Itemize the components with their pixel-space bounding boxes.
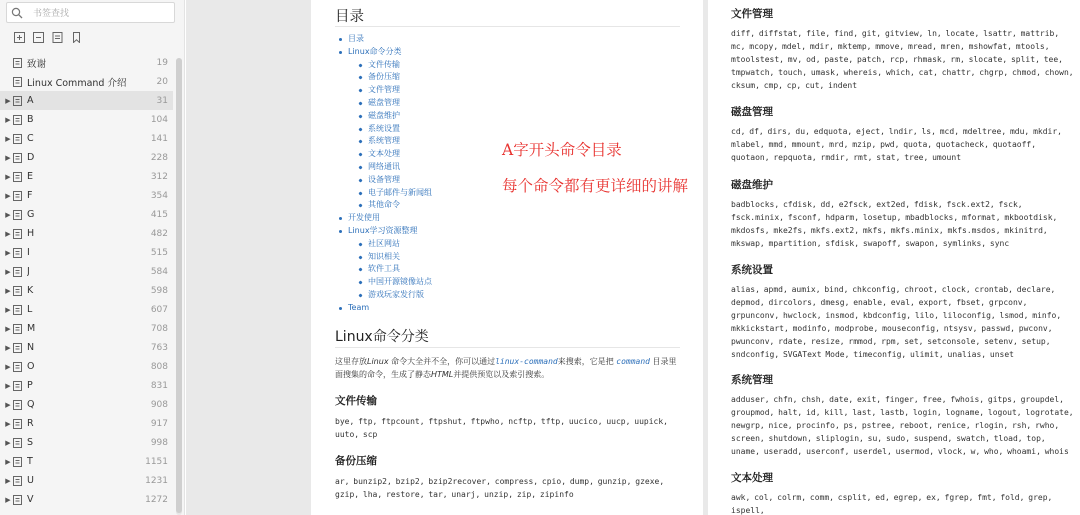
category-heading: Linux命令分类 [335,329,429,345]
category-divider [335,347,680,348]
bookmark-label: R [27,418,34,429]
expand-caret-icon[interactable]: ▶ [5,210,11,219]
bookmark-page-icon [13,400,22,410]
expand-caret-icon[interactable]: ▶ [5,115,11,124]
expand-caret-icon[interactable]: ▶ [5,362,11,371]
expand-all-icon[interactable] [10,31,29,44]
expand-caret-icon[interactable]: ▶ [5,495,11,504]
toc-link-item [337,84,432,97]
bookmark-page-icon [13,210,22,220]
bookmark-page-icon [13,248,22,258]
bookmark-page-number: 831 [150,380,168,391]
toc-link[interactable]: 设备管理 [368,174,400,184]
bookmark-item[interactable] [0,186,173,205]
toc-link[interactable]: Linux学习资源整理 [348,225,418,235]
bookmark-page-number: 1231 [145,475,168,486]
bookmark-label: J [27,266,30,277]
bookmark-page-icon [13,381,22,391]
bookmark-page-icon [13,115,22,125]
document-canvas [186,0,1080,515]
bookmark-label: V [27,494,34,505]
bookmark-toolbar [10,31,86,44]
bookmark-item[interactable] [0,471,173,490]
bookmark-item[interactable] [0,91,173,110]
toc-link-item [337,187,432,200]
bookmark-page-icon [13,305,22,315]
section-title: 系统管理 [731,374,773,386]
bookmark-label: C [27,133,34,144]
toc-link[interactable]: 知识相关 [368,251,400,261]
pdf-page-left [311,0,703,515]
sidebar-scrollbar[interactable] [176,58,182,515]
expand-caret-icon[interactable]: ▶ [5,438,11,447]
toc-title: 目录 [335,9,364,25]
bookmark-sidebar [0,0,185,515]
toc-link-item [337,46,432,59]
section-body: badblocks, cfdisk, dd, e2fsck, ext2ed, fdisk, fsck.ext2, fsck, fsck.minix, fsconf, hdparm, losetup, mbadblocks, mformat, mkbootdisk, mkdosfs, mke2fs, mkfs.ext2, mkfs, mkfs.minix, mkfs.msdos, mkinitrd, mkswap, mpartition, sfdisk, swapoff, swapon, symlinks, sync [731,200,1058,248]
section-body: bye, ftp, ftpcount, ftpshut, ftpwho, ncftp, tftp, uucico, uucp, uupick, uuto, scp [335,417,668,439]
toc-link[interactable]: 社区网站 [368,238,400,248]
bookmark-label: S [27,437,34,448]
toc-link[interactable]: 文件传输 [368,59,400,69]
bookmark-page-number: 584 [150,266,168,277]
bookmark-label: D [27,152,35,163]
bookmark-label: L [27,304,33,315]
bookmark-page-number: 708 [150,323,168,334]
bookmark-page-icon [13,96,22,106]
expand-caret-icon[interactable]: ▶ [5,305,11,314]
bookmark-page-icon [13,457,22,467]
expand-caret-icon[interactable]: ▶ [5,381,11,390]
bookmark-page-number: 998 [150,437,168,448]
toc-link-item [337,199,432,212]
bookmark-label: Linux Command 介绍 [27,77,127,89]
expand-caret-icon[interactable]: ▶ [5,172,11,181]
bookmark-item[interactable] [0,433,173,452]
expand-caret-icon[interactable]: ▶ [5,457,11,466]
toc-link-item [337,33,432,46]
toc-link-item [337,174,432,187]
bookmark-page-number: 19 [156,57,168,68]
bookmark-label: P [27,380,33,391]
bookmark-item[interactable] [0,72,173,91]
bookmark-item[interactable] [0,395,173,414]
bookmark-page-icon [13,267,22,277]
toc-link-item [337,123,432,136]
bookmark-label: N [27,342,35,353]
toc-link[interactable]: 其他命令 [368,200,400,210]
bookmark-label: E [27,171,34,182]
bookmark-label: 致谢 [27,58,47,70]
toc-link[interactable]: 系统管理 [368,136,400,146]
bookmark-item[interactable] [0,243,173,262]
bookmark-page-icon [13,286,22,296]
bookmark-page-number: 31 [156,95,168,106]
bookmark-page-icon [13,77,22,87]
bookmark-icon[interactable] [67,31,86,44]
expand-caret-icon[interactable]: ▶ [5,400,11,409]
bookmark-page-number: 354 [150,190,168,201]
bookmark-item[interactable] [0,300,173,319]
toc-link-item [337,59,432,72]
expand-caret-icon[interactable]: ▶ [5,191,11,200]
bookmark-label: U [27,475,34,486]
bookmark-label: B [27,114,34,125]
toc-link-item [337,71,432,84]
bookmark-page-icon [13,495,22,505]
section-title: 磁盘管理 [731,106,773,118]
bookmark-page-icon [13,172,22,182]
bookmark-page-icon [13,134,22,144]
bookmark-page-icon [13,229,22,239]
bookmark-item[interactable] [0,53,173,72]
toc-link[interactable]: 游戏玩家发行版 [368,289,424,299]
toc-link-item [337,302,432,315]
intro-text: 命令大全并不全，你可以通过 [388,357,496,366]
expand-caret-icon[interactable]: ▶ [5,267,11,276]
bookmark-item[interactable] [0,452,173,471]
intro-text: Linux [367,357,389,366]
toc-link-item [337,148,432,161]
bookmark-tree [0,53,173,509]
bookmark-page-number: 312 [150,171,168,182]
bookmark-page-number: 515 [150,247,168,258]
toc-link[interactable]: 文本处理 [368,149,400,159]
bookmark-page-number: 228 [150,152,168,163]
expand-caret-icon[interactable]: ▶ [5,476,11,485]
bookmark-item[interactable] [0,129,173,148]
bookmark-item[interactable] [0,110,173,129]
toc-link[interactable]: Team [348,302,370,312]
expand-caret-icon[interactable]: ▶ [5,343,11,352]
expand-caret-icon[interactable]: ▶ [5,134,11,143]
expand-caret-icon[interactable]: ▶ [5,229,11,238]
scrollbar-thumb[interactable] [176,58,182,513]
bookmark-page-number: 598 [150,285,168,296]
intro-text: 这里存放 [335,357,367,366]
toc-link[interactable]: 电子邮件与新闻组 [368,187,432,197]
linux-command-link[interactable]: linux-command [495,357,558,366]
expand-caret-icon[interactable]: ▶ [5,248,11,257]
toc-link-item [337,263,432,276]
intro-text: 来搜索，它是把 [557,357,617,366]
toc-link[interactable]: 磁盘管理 [368,97,400,107]
expand-caret-icon[interactable]: ▶ [5,153,11,162]
section-body: alias, apmd, aumix, bind, chkconfig, chroot, clock, crontab, declare, depmod, dircolors, dmesg, enable, eval, export, fbset, grpconv, grpunconv, hwclock, insmod, kbdconfig, lilo, liloconfig, lsmod, minfo, mkkickstart, modinfo, modprobe, mouseconfig, ntsysv, passwd, pwconv, pwunconv, rdate, resize, rmmod, rpm, set, setconsole, setenv, setup, sndconfig, SVGAText Mode, timeconfig, ulimit, unalias, unset [731,285,1062,359]
bookmark-page-icon [13,362,22,372]
toc-link[interactable]: 中国开源镜像站点 [368,277,432,287]
toc-link[interactable]: 网络通讯 [368,161,400,171]
bookmark-item[interactable] [0,148,173,167]
title-divider [335,26,680,27]
bookmark-page-number: 607 [150,304,168,315]
toc-link-list [337,33,432,315]
intro-text: 目录里面搜集的命令，生成了静态 [335,357,677,379]
bookmark-label: M [27,323,36,334]
bookmark-item[interactable] [0,338,173,357]
section-body: awk, col, colrm, comm, csplit, ed, egrep, ex, fgrep, fmt, fold, grep, ispell, [731,493,1053,515]
bookmark-search-input[interactable] [6,2,175,23]
section-body: ar, bunzip2, bzip2, bzip2recover, compress, cpio, dump, gunzip, gzexe, gzip, lha, restore, tar, unarj, unzip, zip, zipinfo [335,477,665,499]
bookmark-page-number: 808 [150,361,168,372]
bookmark-label: I [27,247,30,258]
annotation-a-commands: A字开头命令目录 [502,141,622,159]
bookmark-page-number: 1151 [145,456,168,467]
section-title: 文件管理 [731,8,773,20]
toc-link-item [337,276,432,289]
search-icon [11,7,23,19]
bookmark-label: H [27,228,35,239]
bookmark-page-icon [13,191,22,201]
bookmark-item[interactable] [0,224,173,243]
bookmark-item[interactable] [0,319,173,338]
toc-link-item [337,289,432,302]
section-title: 磁盘维护 [731,179,773,191]
bookmark-page-number: 482 [150,228,168,239]
bookmark-page-icon [13,476,22,486]
toc-link[interactable]: 备份压缩 [368,72,400,82]
bookmark-label: F [27,190,33,201]
bookmark-page-number: 908 [150,399,168,410]
expand-caret-icon[interactable]: ▶ [5,324,11,333]
toc-link-item [337,212,432,225]
toc-link[interactable]: Linux命令分类 [348,46,402,56]
bookmark-page-number: 763 [150,342,168,353]
section-title: 文件传输 [335,395,377,407]
bookmark-page-number: 917 [150,418,168,429]
search-placeholder: 书签查找 [33,9,70,19]
bookmark-page-icon [13,343,22,353]
expand-caret-icon[interactable]: ▶ [5,96,11,105]
annotation-detail-note: 每个命令都有更详细的讲解 [502,177,689,195]
bookmark-item[interactable] [0,262,173,281]
toc-link-item [337,225,432,238]
bookmark-page-number: 104 [150,114,168,125]
bookmark-item[interactable] [0,205,173,224]
bookmark-page-icon [13,58,22,68]
section-body: diff, diffstat, file, find, git, gitview, ln, locate, lsattr, mattrib, mc, mcopy, mdel, mdir, mktemp, mmove, mread, mren, mshowfat, mtools, mtoolstest, mv, od, paste, patch, rcp, rhmask, rm, slocate, split, tee, tmpwatch, touch, umask, whereis, which, cat, chattr, chgrp, chmod, chown, cksum, cmp, cp, cut, indent [731,29,1074,90]
collapse-all-icon[interactable] [29,31,48,44]
intro-paragraph [335,355,680,381]
command-dir-code: command [616,357,650,366]
section-title: 备份压缩 [335,455,377,467]
bookmark-item[interactable] [0,414,173,433]
bookmark-label: A [27,95,34,106]
expand-caret-icon[interactable]: ▶ [5,286,11,295]
bookmark-label: O [27,361,35,372]
bookmark-page-number: 20 [156,76,168,87]
bookmark-item[interactable] [0,376,173,395]
bookmark-page-icon [13,324,22,334]
bookmark-item[interactable] [0,490,173,509]
bookmark-label: T [27,456,33,467]
toc-link[interactable]: 软件工具 [368,264,400,274]
bookmark-label: K [27,285,34,296]
bookmark-item[interactable] [0,167,173,186]
bookmark-page-icon [13,419,22,429]
bookmark-page-icon [13,438,22,448]
toc-link-item [337,135,432,148]
section-title: 文本处理 [731,472,773,484]
section-title: 系统设置 [731,264,773,276]
toc-link-item [337,161,432,174]
intro-text: HTML [431,370,454,379]
section-body: adduser, chfn, chsh, date, exit, finger, free, fwhois, gitps, groupdel, groupmod, halt, id, kill, last, lastb, login, logname, logout, logrotate, newgrp, nice, procinfo, ps, pstree, reboot, renice, rlogin, rsh, rwho, screen, shutdown, sliplogin, su, sudo, suspend, swatch, tload, top, uname, useradd, userconf, userdel, usermod, vlock, w, who, whoami, whois [731,395,1074,456]
bookmark-page-number: 415 [150,209,168,220]
toc-link-item [337,238,432,251]
bookmark-page-icon [13,153,22,163]
bookmark-item[interactable] [0,357,173,376]
toc-link[interactable]: 文件管理 [368,85,400,95]
add-bookmark-icon[interactable] [48,31,67,44]
bookmark-page-number: 1272 [145,494,168,505]
expand-caret-icon[interactable]: ▶ [5,419,11,428]
toc-link[interactable]: 开发使用 [348,213,380,223]
toc-link-item [337,251,432,264]
bookmark-label: G [27,209,35,220]
toc-link-item [337,110,432,123]
toc-link[interactable]: 磁盘维护 [368,110,400,120]
toc-link[interactable]: 系统设置 [368,123,400,133]
intro-text: 并提供预览以及索引搜索。 [453,370,550,379]
pdf-page-right [708,0,1080,515]
bookmark-label: Q [27,399,35,410]
bookmark-item[interactable] [0,281,173,300]
toc-link-item [337,97,432,110]
bookmark-page-number: 141 [150,133,168,144]
section-body: cd, df, dirs, du, edquota, eject, lndir, ls, mcd, mdeltree, mdu, mkdir, mlabel, mmd, mmount, mrd, mzip, pwd, quota, quotacheck, quotaoff, quotaon, repquota, rmdir, rmt, stat, tree, umount [731,127,1062,162]
toc-link[interactable]: 目录 [348,34,364,43]
